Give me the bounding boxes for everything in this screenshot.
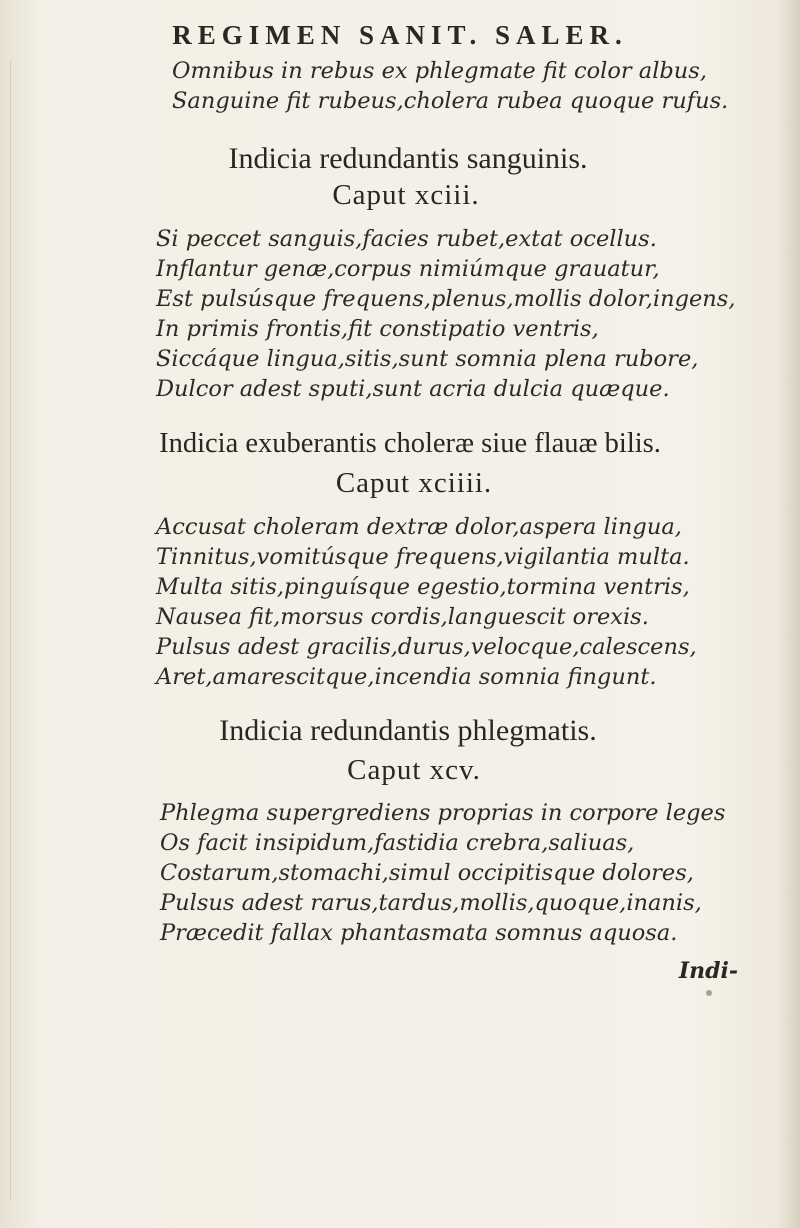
section-heading: Indicia exuberantis choleræ siue flauæ bilis. xyxy=(159,428,661,459)
verse-line: Nausea fit,morsus cordis,languescit orexis. xyxy=(156,604,649,630)
verse-line: Costarum,stomachi,simul occipitisque dolores, xyxy=(160,860,694,886)
verse-line: Os facit insipidum,fastidia crebra,saliuas, xyxy=(160,830,635,856)
chapter-number: Caput xcv. xyxy=(347,754,481,786)
verse-line: Pulsus adest gracilis,durus,velocque,calescens, xyxy=(156,634,697,660)
verse-line: Dulcor adest sputi,sunt acria dulcia quæque. xyxy=(156,376,670,402)
chapter-number: Caput xciiii. xyxy=(335,467,493,499)
verse-line: Sanguine fit rubeus,cholera rubea quoque rufus. xyxy=(172,88,729,114)
verse-line: Est pulsúsque frequens,plenus,mollis dolor,ingens, xyxy=(156,286,736,312)
ink-speck xyxy=(706,990,712,996)
verse-line: Præcedit fallax phantasmata somnus aquosa. xyxy=(160,920,678,946)
running-head: REGIMEN SANIT. SALER. xyxy=(172,20,628,50)
verse-line: Tinnitus,vomitúsque frequens,vigilantia multa. xyxy=(156,544,690,570)
section-heading: Indicia redundantis sanguinis. xyxy=(228,142,588,175)
catchword: Indi- xyxy=(678,958,738,984)
verse-line: Omnibus in rebus ex phlegmate fit color albus, xyxy=(172,58,707,84)
chapter-number: Caput xciii. xyxy=(332,179,480,211)
verse-line: Siccáque lingua,sitis,sunt somnia plena rubore, xyxy=(156,346,699,372)
verse-line: Pulsus adest rarus,tardus,mollis,quoque,inanis, xyxy=(160,890,702,916)
verse-line: Multa sitis,pinguísque egestio,tormina ventris, xyxy=(156,574,690,600)
verse-line: In primis frontis,fit constipatio ventris, xyxy=(156,316,599,342)
page-fold-shadow xyxy=(10,60,11,1200)
verse-line: Accusat choleram dextræ dolor,aspera lingua, xyxy=(156,514,682,540)
verse-line: Inflantur genæ,corpus nimiúmque grauatur, xyxy=(156,256,660,282)
verse-line: Phlegma supergrediens proprias in corpore leges xyxy=(160,800,726,826)
verse-line: Aret,amarescitque,incendia somnia fingunt. xyxy=(156,664,657,690)
verse-line: Si peccet sanguis,facies rubet,extat ocellus. xyxy=(156,226,657,252)
section-heading: Indicia redundantis phlegmatis. xyxy=(219,714,597,747)
